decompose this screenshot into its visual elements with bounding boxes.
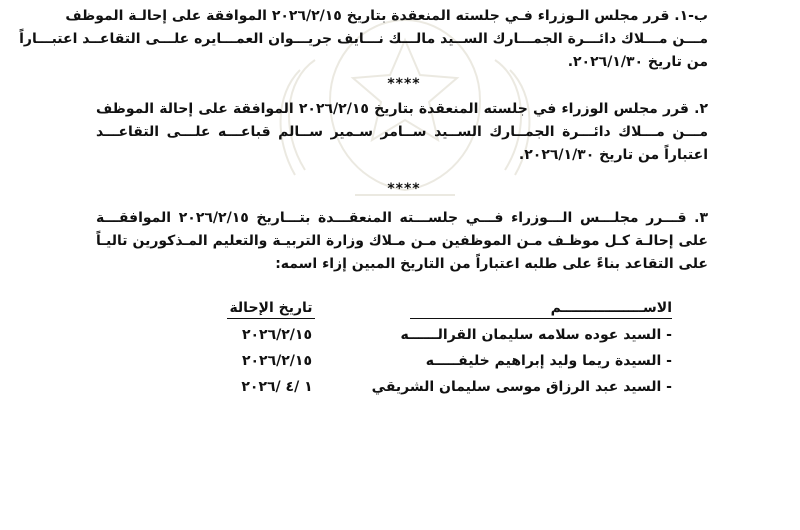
- paragraph-2-line-3: اعتباراً من تاريخ ٢٠٢٦/١/٣٠.: [518, 147, 708, 163]
- paragraph-3-line-3: على التقاعد بناءً على طلبه اعتباراً من التاريخ المبين إزاء اسمه:: [275, 256, 708, 272]
- paragraph-2-line-1: ٢. قرر مجلس الوزراء في جلسته المنعقدة بتاريخ ٢٠٢٦/٢/١٥ الموافقة على إحالة الموظف: [96, 101, 708, 117]
- decision-paragraph-2: [96, 98, 708, 167]
- header-name: الاســـــــــــــــــم: [410, 298, 672, 319]
- paragraph-3-line-2: على إحالـة كـل موظـف مـن الموظفين مـن مـلاك وزارة التربيـة والتعليم المـذكورين تاليـاً: [96, 233, 708, 249]
- separator-2: ****: [387, 181, 421, 197]
- employee-name: - السيدة ريما وليد إبراهيم خليفـــــه: [425, 353, 672, 369]
- decision-paragraph-1: [19, 5, 708, 74]
- paragraph-1-line-3: من تاريخ ٢٠٢٦/١/٣٠.: [567, 54, 708, 70]
- table-header: [227, 298, 672, 322]
- employee-name: - السيد عبد الرزاق موسى سليمان الشريقي: [371, 379, 672, 395]
- paragraph-3-line-1: ٣. قـــرر مجلـــس الـــوزراء فـــي جلســـته المنعقـــدة بتـــاريخ ٢٠٢٦/٢/١٥ الموافقـــة: [96, 210, 708, 226]
- decision-paragraph-3: [96, 207, 708, 276]
- table-row: [227, 374, 672, 400]
- retirement-date: ٢٠٢٦/٢/١٥: [241, 327, 313, 343]
- employee-name: - السيد عوده سلامه سليمان القرالــــــه: [400, 327, 672, 343]
- table-row: [227, 348, 672, 374]
- header-date: تاريخ الإحالة: [227, 298, 315, 319]
- paragraph-2-line-2: مـــن مـــلاك دائـــرة الجمــارك الســيد ســامر سـمير ســالم قباعـــه علـــى التقاعـــد: [96, 124, 708, 140]
- paragraph-1-line-2: مـــن مـــلاك دائـــرة الجمـــارك الســيد مالـــك نـــايف جريـــوان العمـــايره علـــى التقاعــد اعتبـــاراً: [19, 31, 708, 47]
- retirement-date: ٢٠٢٦/٢/١٥: [241, 353, 313, 369]
- paragraph-1-line-1: ب-١. قرر مجلس الـوزراء فـي جلسته المنعقدة بتاريخ ٢٠٢٦/٢/١٥ الموافقة على إحالـة الموظف: [65, 8, 708, 24]
- table-row: [227, 322, 672, 348]
- retirement-date: ١ /٤ /٢٠٢٦: [241, 379, 313, 395]
- retirees-table: [227, 298, 672, 400]
- separator-1: ****: [387, 76, 421, 92]
